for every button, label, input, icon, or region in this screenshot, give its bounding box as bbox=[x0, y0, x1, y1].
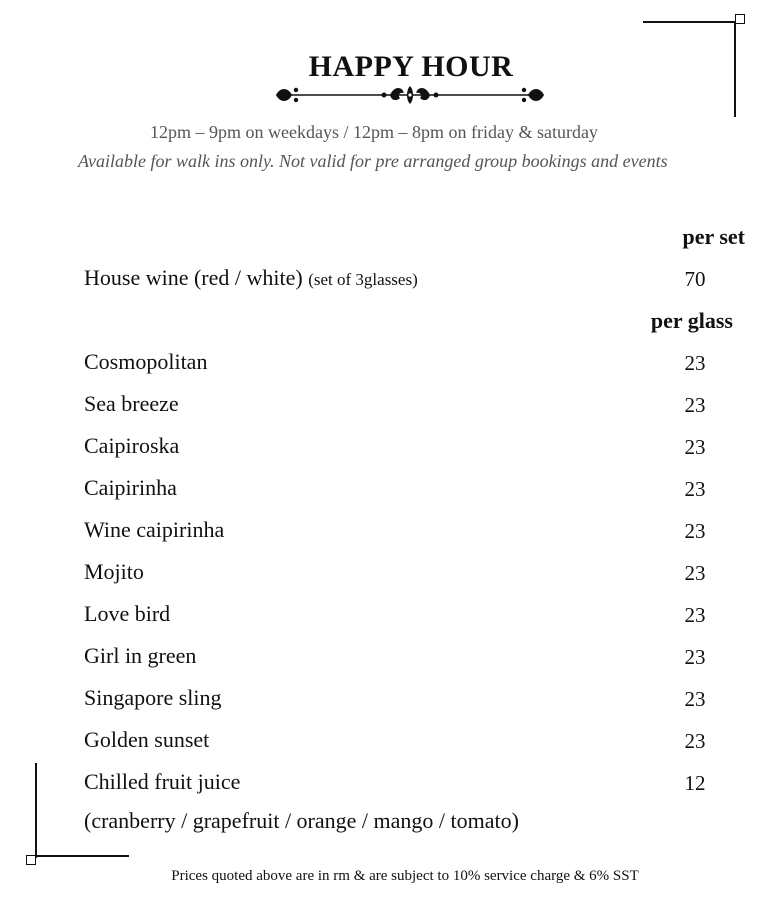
menu-item-price: 23 bbox=[684, 729, 706, 753]
menu-item-price: 70 bbox=[684, 267, 706, 291]
menu-item-price: 23 bbox=[684, 477, 706, 501]
menu-title: HAPPY HOUR bbox=[308, 50, 514, 83]
menu-item bbox=[84, 265, 418, 291]
menu-item-price: 23 bbox=[684, 393, 706, 417]
menu-item-name: House wine (red / white) bbox=[84, 265, 303, 290]
menu-item-name: Wine caipirinha bbox=[84, 517, 225, 542]
menu-item-name: Singapore sling bbox=[84, 685, 222, 710]
menu-item-name: Caipirinha bbox=[84, 475, 177, 500]
menu-item-price: 23 bbox=[684, 435, 706, 459]
menu-item-name: Sea breeze bbox=[84, 391, 179, 416]
flourish-divider-icon bbox=[274, 84, 546, 106]
menu-item-name: Love bird bbox=[84, 601, 171, 626]
menu-item-name: Chilled fruit juice bbox=[84, 769, 241, 794]
corner-ornament-bottom-left bbox=[35, 763, 37, 858]
menu-item-qualifier: (set of 3glasses) bbox=[308, 270, 418, 289]
opening-hours: 12pm – 9pm on weekdays / 12pm – 8pm on friday & saturday bbox=[150, 122, 598, 142]
availability-note: Available for walk ins only. Not valid for pre arranged group bookings and events bbox=[78, 151, 668, 171]
price-unit-per-glass: per glass bbox=[650, 308, 733, 333]
menu-item-price: 23 bbox=[684, 645, 706, 669]
price-unit-per-set: per set bbox=[682, 224, 745, 249]
menu-item-name: Girl in green bbox=[84, 643, 197, 668]
menu-item-name: Mojito bbox=[84, 559, 144, 584]
menu-item-name: Caipiroska bbox=[84, 433, 180, 458]
footer-note: Prices quoted above are in rm & are subject to 10% service charge & 6% SST bbox=[171, 868, 639, 884]
menu-item-price: 12 bbox=[684, 771, 706, 795]
juice-options: (cranberry / grapefruit / orange / mango / tomato) bbox=[84, 808, 519, 833]
menu-item-price: 23 bbox=[684, 603, 706, 627]
menu-item-price: 23 bbox=[684, 687, 706, 711]
corner-ornament-bottom-left-square bbox=[26, 855, 36, 865]
menu-item-name: Golden sunset bbox=[84, 727, 210, 752]
menu-item-price: 23 bbox=[684, 561, 706, 585]
corner-ornament-bottom-left-horizontal bbox=[35, 855, 129, 857]
corner-ornament-top-right bbox=[643, 21, 741, 23]
menu-item-price: 23 bbox=[684, 351, 706, 375]
menu-item-price: 23 bbox=[684, 519, 706, 543]
menu-item-name: Cosmopolitan bbox=[84, 349, 208, 374]
corner-ornament-top-right-square bbox=[735, 14, 745, 24]
